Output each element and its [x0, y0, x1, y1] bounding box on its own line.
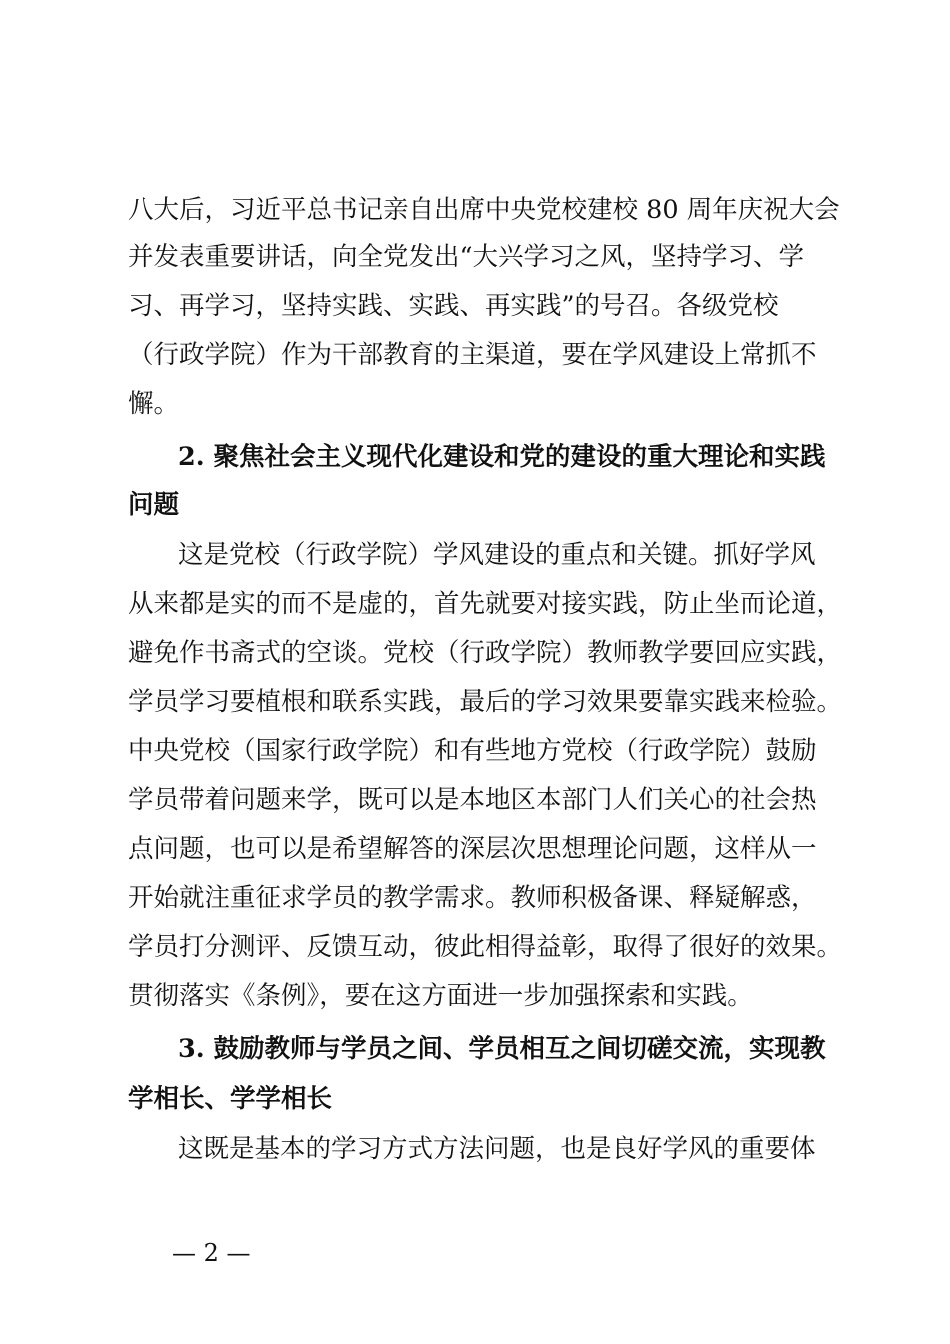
paragraph-line: 点问题，也可以是希望解答的深层次思想理论问题，这样从一: [128, 834, 817, 864]
paragraph-line: 八大后，习近平总书记亲自出席中央党校建校 80 周年庆祝大会: [128, 195, 840, 225]
paragraph-line: 贯彻落实《条例》，要在这方面进一步加强探索和实践。: [128, 981, 753, 1011]
paragraph-line: 中央党校（国家行政学院）和有些地方党校（行政学院）鼓励: [128, 736, 817, 766]
paragraph-line: 学员学习要植根和联系实践，最后的学习效果要靠实践来检验。: [128, 687, 843, 717]
section-heading-2: 2. 聚焦社会主义现代化建设和党的建设的重大理论和实践: [178, 442, 826, 472]
paragraph-line: 习、再学习，坚持实践、实践、再实践”的号召。各级党校: [128, 291, 779, 321]
paragraph-line: 开始就注重征求学员的教学需求。教师积极备课、释疑解惑，: [128, 883, 817, 913]
paragraph-line: 从来都是实的而不是虚的，首先就要对接实践，防止坐而论道，: [128, 589, 843, 619]
paragraph-line: 懈。: [128, 389, 180, 419]
paragraph-line: 避免作书斋式的空谈。党校（行政学院）教师教学要回应实践，: [128, 638, 843, 668]
paragraph-line: 学员打分测评、反馈互动，彼此相得益彰，取得了很好的效果。: [128, 932, 843, 962]
paragraph-line: 并发表重要讲话，向全党发出“大兴学习之风，坚持学习、学: [128, 242, 805, 272]
section-heading-2-continued: 问题: [128, 490, 180, 520]
paragraph-line: （行政学院）作为干部教育的主渠道，要在学风建设上常抓不: [128, 340, 817, 370]
section-heading-3-continued: 学相长、学学相长: [128, 1084, 333, 1114]
section-heading-3: 3. 鼓励教师与学员之间、学员相互之间切磋交流，实现教: [178, 1034, 826, 1064]
page-number: — 2 —: [172, 1239, 251, 1267]
paragraph-line: 这是党校（行政学院）学风建设的重点和关键。抓好学风: [178, 540, 816, 570]
paragraph-line: 这既是基本的学习方式方法问题，也是良好学风的重要体: [178, 1134, 816, 1164]
paragraph-line: 学员带着问题来学，既可以是本地区本部门人们关心的社会热: [128, 785, 817, 815]
